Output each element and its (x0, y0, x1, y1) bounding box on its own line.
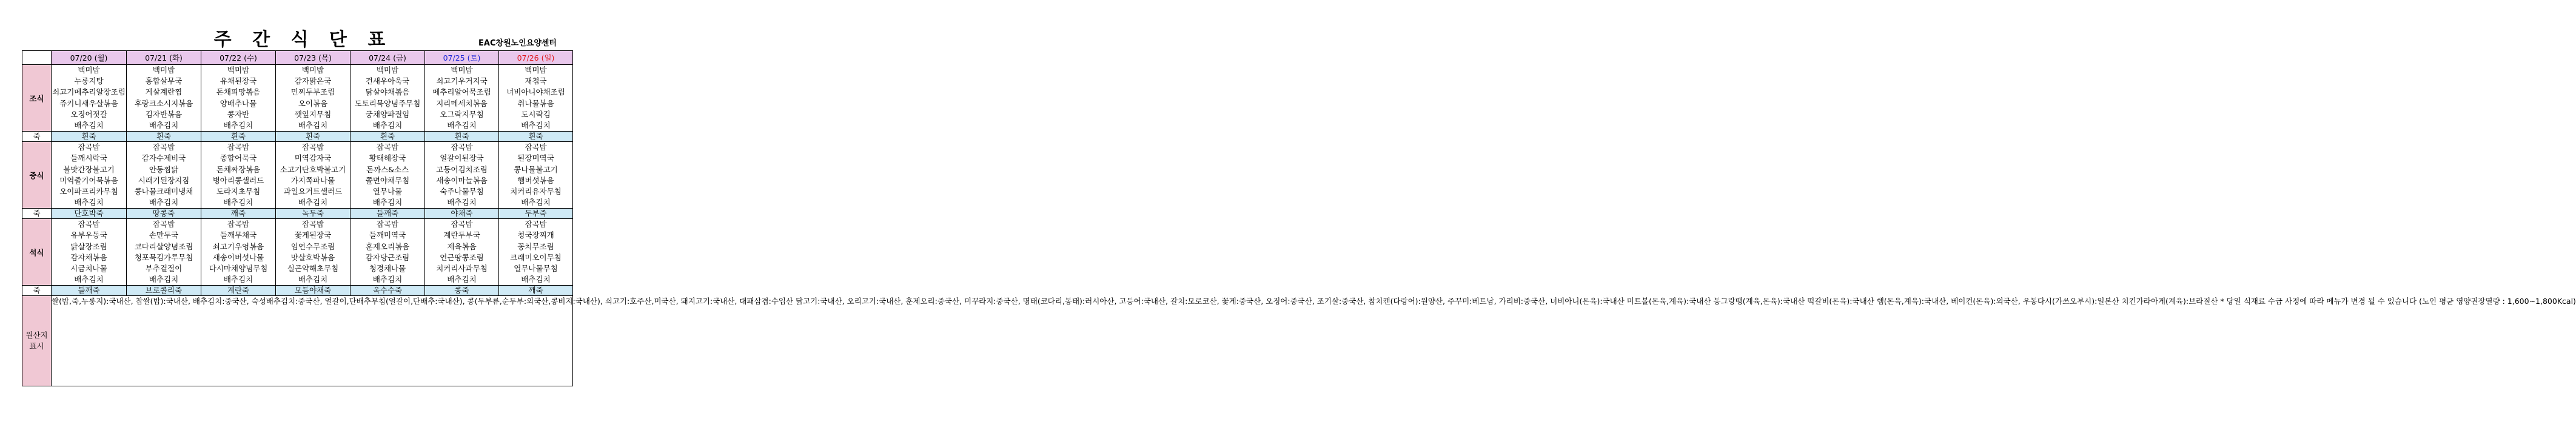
porridge-cell: 단호박죽 (52, 209, 127, 219)
menu-item: 오이파프리카무침 (59, 186, 118, 196)
menu-item: 배추김치 (372, 275, 403, 284)
porridge-cell: 야채죽 (425, 209, 499, 219)
date-header: 07/23 (목) (276, 51, 351, 65)
menu-item: 잡곡밥 (376, 220, 399, 229)
menu-item: 잡곡밥 (376, 143, 399, 152)
menu-item: 들깨시락국 (70, 153, 107, 163)
menu-item: 잡곡밥 (152, 220, 175, 229)
menu-item: 후랑크소시지볶음 (134, 98, 193, 108)
menu-item: 돈까스&소스 (366, 164, 409, 174)
menu-item: 미역감자국 (294, 153, 332, 163)
meal-row (22, 65, 573, 132)
menu-item: 연근땅콩조림 (440, 252, 484, 262)
menu-item: 손만두국 (149, 230, 179, 240)
meal-label: 중식 (22, 142, 52, 209)
menu-item: 콩자반 (227, 109, 250, 119)
menu-item: 새송이버섯나물 (212, 252, 264, 262)
porridge-cell: 브로콜리죽 (127, 286, 201, 296)
meal-label: 조식 (22, 65, 52, 132)
menu-item: 잡곡밥 (525, 143, 547, 152)
porridge-cell: 흰죽 (201, 132, 276, 142)
meal-cell (276, 142, 351, 209)
menu-item: 잡곡밥 (525, 220, 547, 229)
menu-item: 잡곡밥 (451, 220, 473, 229)
origin-label (22, 296, 52, 386)
menu-item: 치커리유자무침 (510, 186, 562, 196)
menu-item: 황태해장국 (369, 153, 406, 163)
porridge-row (22, 286, 573, 296)
meal-cell (425, 65, 499, 132)
menu-item: 감자맑은국 (294, 76, 332, 86)
menu-item: 청포묵김가루무침 (134, 252, 193, 262)
menu-item: 오징어젓갈 (70, 109, 107, 119)
meal-cell (499, 65, 573, 132)
menu-item: 얼갈이된장국 (440, 153, 484, 163)
porridge-cell: 들깨죽 (351, 209, 425, 219)
menu-item: 도시락김 (521, 109, 551, 119)
menu-item: 불맛간장불고기 (63, 164, 115, 174)
meal-cell (52, 142, 127, 209)
menu-item: 시금치나물 (70, 264, 107, 273)
menu-item: 부추겉절이 (145, 264, 183, 273)
menu-item: 배추김치 (149, 198, 179, 207)
menu-item: 배추김치 (298, 275, 328, 284)
menu-item: 너비아니야채조림 (506, 87, 565, 97)
menu-item: 배추김치 (74, 120, 104, 130)
date-header-sunday: 07/26 (일) (499, 51, 573, 65)
porridge-cell: 깨죽 (499, 286, 573, 296)
menu-item: 백미밥 (227, 66, 250, 75)
meal-cell (425, 142, 499, 209)
menu-item: 과일요거트샐러드 (283, 186, 343, 196)
date-header: 07/20 (월) (52, 51, 127, 65)
menu-item: 배추김치 (74, 198, 104, 207)
menu-item: 배추김치 (298, 120, 328, 130)
menu-item: 잡곡밥 (78, 220, 100, 229)
porridge-row (22, 209, 573, 219)
menu-item: 배추김치 (521, 120, 551, 130)
menu-item: 가지쪽파나물 (290, 175, 335, 185)
menu-item: 콩나물크래미냉채 (134, 186, 193, 196)
menu-item: 훈제오리볶음 (365, 241, 410, 251)
menu-item: 잡곡밥 (227, 143, 250, 152)
porridge-cell: 콩죽 (425, 286, 499, 296)
porridge-label: 죽 (22, 286, 52, 296)
menu-item: 양배추나물 (220, 98, 257, 108)
menu-item: 시래기된장지짐 (138, 175, 190, 185)
menu-item: 배추김치 (223, 198, 253, 207)
menu-item: 배추김치 (298, 198, 328, 207)
menu-item: 열무나물무침 (514, 264, 558, 273)
origin-text: 쌀(밥,죽,누룽지):국내산, 찹쌀(밥):국내산, 배추김치:중국산, 숙성배추김치:중국산, 얼갈이,단배추무침(얼갈이,단배추:국내산), 콩(두부류,순두부:외국산,콩비지:국내산), 쇠고기:호주산,미국산, 돼지고기:국내산, 대패삼겹:수입산 닭고기:국내산, 오리고기:국내산, 훈제오리:중국산, 미꾸라지:중국산, 명태(코다리,동태):러시아산, 고등어:국내산, 갈치:모로코산, 꽃게:중국산, 오징어:중국산, 조기살:중국산, 참치캔(다랑어):원양산, 주꾸미:베트남, 가리비:중국산, 너비아니(돈육):국내산 미트볼(돈육,계육):국내산 동그랑땡(계육,돈육):국내산 떡갈비(돈육):국내산 햄(돈육,계육):국내산, 베이컨(돈육):외국산, 우동다시(가쓰오부시):일본산 치킨가라아게(계육):브라질산 * 당일 식재료 수급 사정에 따라 메뉴가 변경 될 수 있습니다 (노인 평균 영양권장열량 : 1,600~1,800Kcal) (52, 296, 573, 386)
porridge-label: 죽 (22, 209, 52, 219)
menu-item: 돈채피망볶음 (216, 87, 261, 97)
porridge-cell: 흰죽 (425, 132, 499, 142)
menu-item: 코다리살양념조림 (134, 241, 193, 251)
porridge-row (22, 132, 573, 142)
menu-item: 닭살야채볶음 (365, 87, 410, 97)
menu-item: 꽃게된장국 (294, 230, 332, 240)
menu-item: 배추김치 (447, 198, 477, 207)
menu-item: 배추김치 (223, 275, 253, 284)
menu-item: 민찌두부조림 (290, 87, 335, 97)
meal-cell (351, 65, 425, 132)
menu-item: 오그락지무침 (440, 109, 484, 119)
menu-item: 감자수제비국 (141, 153, 186, 163)
meal-cell (52, 219, 127, 286)
date-header: 07/24 (금) (351, 51, 425, 65)
porridge-cell: 흰죽 (127, 132, 201, 142)
menu-item: 들깨미역국 (369, 230, 406, 240)
menu-item: 청국장찌개 (517, 230, 554, 240)
menu-item: 치커리사과무침 (436, 264, 488, 273)
menu-item: 백미밥 (451, 66, 473, 75)
menu-item: 감자채볶음 (70, 252, 107, 262)
menu-item: 청경채나물 (369, 264, 406, 273)
menu-item: 잡곡밥 (301, 143, 324, 152)
menu-item: 쫄면야채무침 (365, 175, 410, 185)
menu-item: 배추김치 (372, 120, 403, 130)
menu-item: 안동찜닭 (149, 164, 179, 174)
menu-item: 배추김치 (521, 198, 551, 207)
menu-item: 잡곡밥 (78, 143, 100, 152)
menu-item: 새송이마늘볶음 (436, 175, 488, 185)
menu-item: 종합어묵국 (220, 153, 257, 163)
meal-cell (276, 65, 351, 132)
menu-item: 유부우동국 (70, 230, 107, 240)
menu-item: 궁채양파절임 (365, 109, 410, 119)
menu-item: 배추김치 (149, 120, 179, 130)
menu-item: 재첩국 (525, 76, 547, 86)
menu-item: 숙주나물무침 (440, 186, 484, 196)
porridge-cell: 녹두죽 (276, 209, 351, 219)
menu-item: 백미밥 (152, 66, 175, 75)
menu-item: 크래미오이무침 (510, 252, 562, 262)
porridge-cell: 두부죽 (499, 209, 573, 219)
menu-item: 도토리묵양념주무침 (354, 98, 421, 108)
menu-item: 건새우아욱국 (365, 76, 410, 86)
origin-label-line: 표시 (29, 341, 44, 351)
menu-item: 잡곡밥 (301, 220, 324, 229)
menu-item: 쇠고기우거지국 (436, 76, 488, 86)
meal-label: 석식 (22, 219, 52, 286)
menu-item: 배추김치 (447, 120, 477, 130)
menu-item: 백미밥 (525, 66, 547, 75)
menu-item: 깻잎지무침 (294, 109, 332, 119)
weekly-menu-table (22, 50, 2576, 386)
menu-item: 들깨무채국 (220, 230, 257, 240)
menu-item: 잡곡밥 (152, 143, 175, 152)
menu-item: 열무나물 (372, 186, 403, 196)
menu-item: 오이볶음 (298, 98, 328, 108)
menu-item: 쥬키니새우살볶음 (59, 98, 118, 108)
meal-cell (351, 142, 425, 209)
menu-item: 소고기단호박불고기 (280, 164, 346, 174)
menu-item: 배추김치 (223, 120, 253, 130)
facility-name: EAC창원노인요양센터 (478, 39, 557, 48)
menu-item: 쇠고기우엉볶음 (212, 241, 264, 251)
menu-item: 고등어김치조림 (436, 164, 488, 174)
menu-item: 실곤약해초무침 (287, 264, 339, 273)
meal-row (22, 219, 573, 286)
meal-cell (425, 219, 499, 286)
menu-item: 백미밥 (376, 66, 399, 75)
porridge-cell: 들깨죽 (52, 286, 127, 296)
date-header: 07/22 (수) (201, 51, 276, 65)
porridge-cell: 옥수수죽 (351, 286, 425, 296)
menu-item: 취나물볶음 (517, 98, 554, 108)
menu-item: 게살계란찜 (145, 87, 183, 97)
menu-item: 배추김치 (447, 275, 477, 284)
menu-item: 유채된장국 (220, 76, 257, 86)
menu-item: 계란두부국 (443, 230, 480, 240)
menu-item: 감자당근조림 (365, 252, 410, 262)
header-corner (22, 51, 52, 65)
menu-item: 잡곡밥 (227, 220, 250, 229)
menu-item: 병아리콩샐러드 (212, 175, 264, 185)
menu-item: 배추김치 (74, 275, 104, 284)
meal-cell (499, 219, 573, 286)
meal-cell (127, 142, 201, 209)
menu-item: 미역줄기어묵볶음 (59, 175, 118, 185)
menu-item: 배추김치 (149, 275, 179, 284)
porridge-label: 죽 (22, 132, 52, 142)
porridge-cell: 땅콩죽 (127, 209, 201, 219)
meal-cell (127, 65, 201, 132)
meal-cell (201, 142, 276, 209)
meal-row (22, 142, 573, 209)
meal-cell (127, 219, 201, 286)
page-title: 주 간 식 단 표 (213, 29, 393, 50)
menu-item: 된장미역국 (517, 153, 554, 163)
menu-item: 메추리알어묵조림 (432, 87, 491, 97)
menu-item: 다시마채양념무침 (209, 264, 268, 273)
porridge-cell: 흰죽 (351, 132, 425, 142)
menu-item: 쇠고기메추리알장조림 (52, 87, 126, 97)
date-header-saturday: 07/25 (토) (425, 51, 499, 65)
porridge-cell: 모듬야채죽 (276, 286, 351, 296)
meal-cell (499, 142, 573, 209)
date-header: 07/21 (화) (127, 51, 201, 65)
menu-item: 지리메세치볶음 (436, 98, 488, 108)
origin-label-line: 원산지 (25, 331, 48, 340)
menu-item: 배추김치 (372, 198, 403, 207)
origin-row (22, 296, 573, 386)
menu-item: 제육볶음 (447, 241, 477, 251)
menu-item: 햄버섯볶음 (517, 175, 554, 185)
menu-item: 배추김치 (521, 275, 551, 284)
meal-cell (351, 219, 425, 286)
menu-item: 김자반볶음 (145, 109, 183, 119)
porridge-cell: 깨죽 (201, 209, 276, 219)
menu-item: 임연수무조림 (290, 241, 335, 251)
meal-cell (201, 219, 276, 286)
date-header-row (22, 51, 573, 65)
menu-item: 꽁치무조림 (517, 241, 554, 251)
porridge-cell: 흰죽 (276, 132, 351, 142)
porridge-cell: 흰죽 (52, 132, 127, 142)
porridge-cell: 흰죽 (499, 132, 573, 142)
porridge-cell: 계란죽 (201, 286, 276, 296)
meal-cell (276, 219, 351, 286)
menu-item: 홍합살무국 (145, 76, 183, 86)
menu-item: 백미밥 (301, 66, 324, 75)
menu-item: 닭살장조림 (70, 241, 107, 251)
menu-item: 도라지초무침 (216, 186, 261, 196)
menu-item: 백미밥 (78, 66, 100, 75)
menu-item: 잡곡밥 (451, 143, 473, 152)
menu-item: 돈채짜장볶음 (216, 164, 261, 174)
menu-item: 누룽지탕 (74, 76, 104, 86)
meal-cell (52, 65, 127, 132)
meal-cell (201, 65, 276, 132)
menu-item: 맛살호박볶음 (290, 252, 335, 262)
menu-item: 콩나물불고기 (514, 164, 558, 174)
